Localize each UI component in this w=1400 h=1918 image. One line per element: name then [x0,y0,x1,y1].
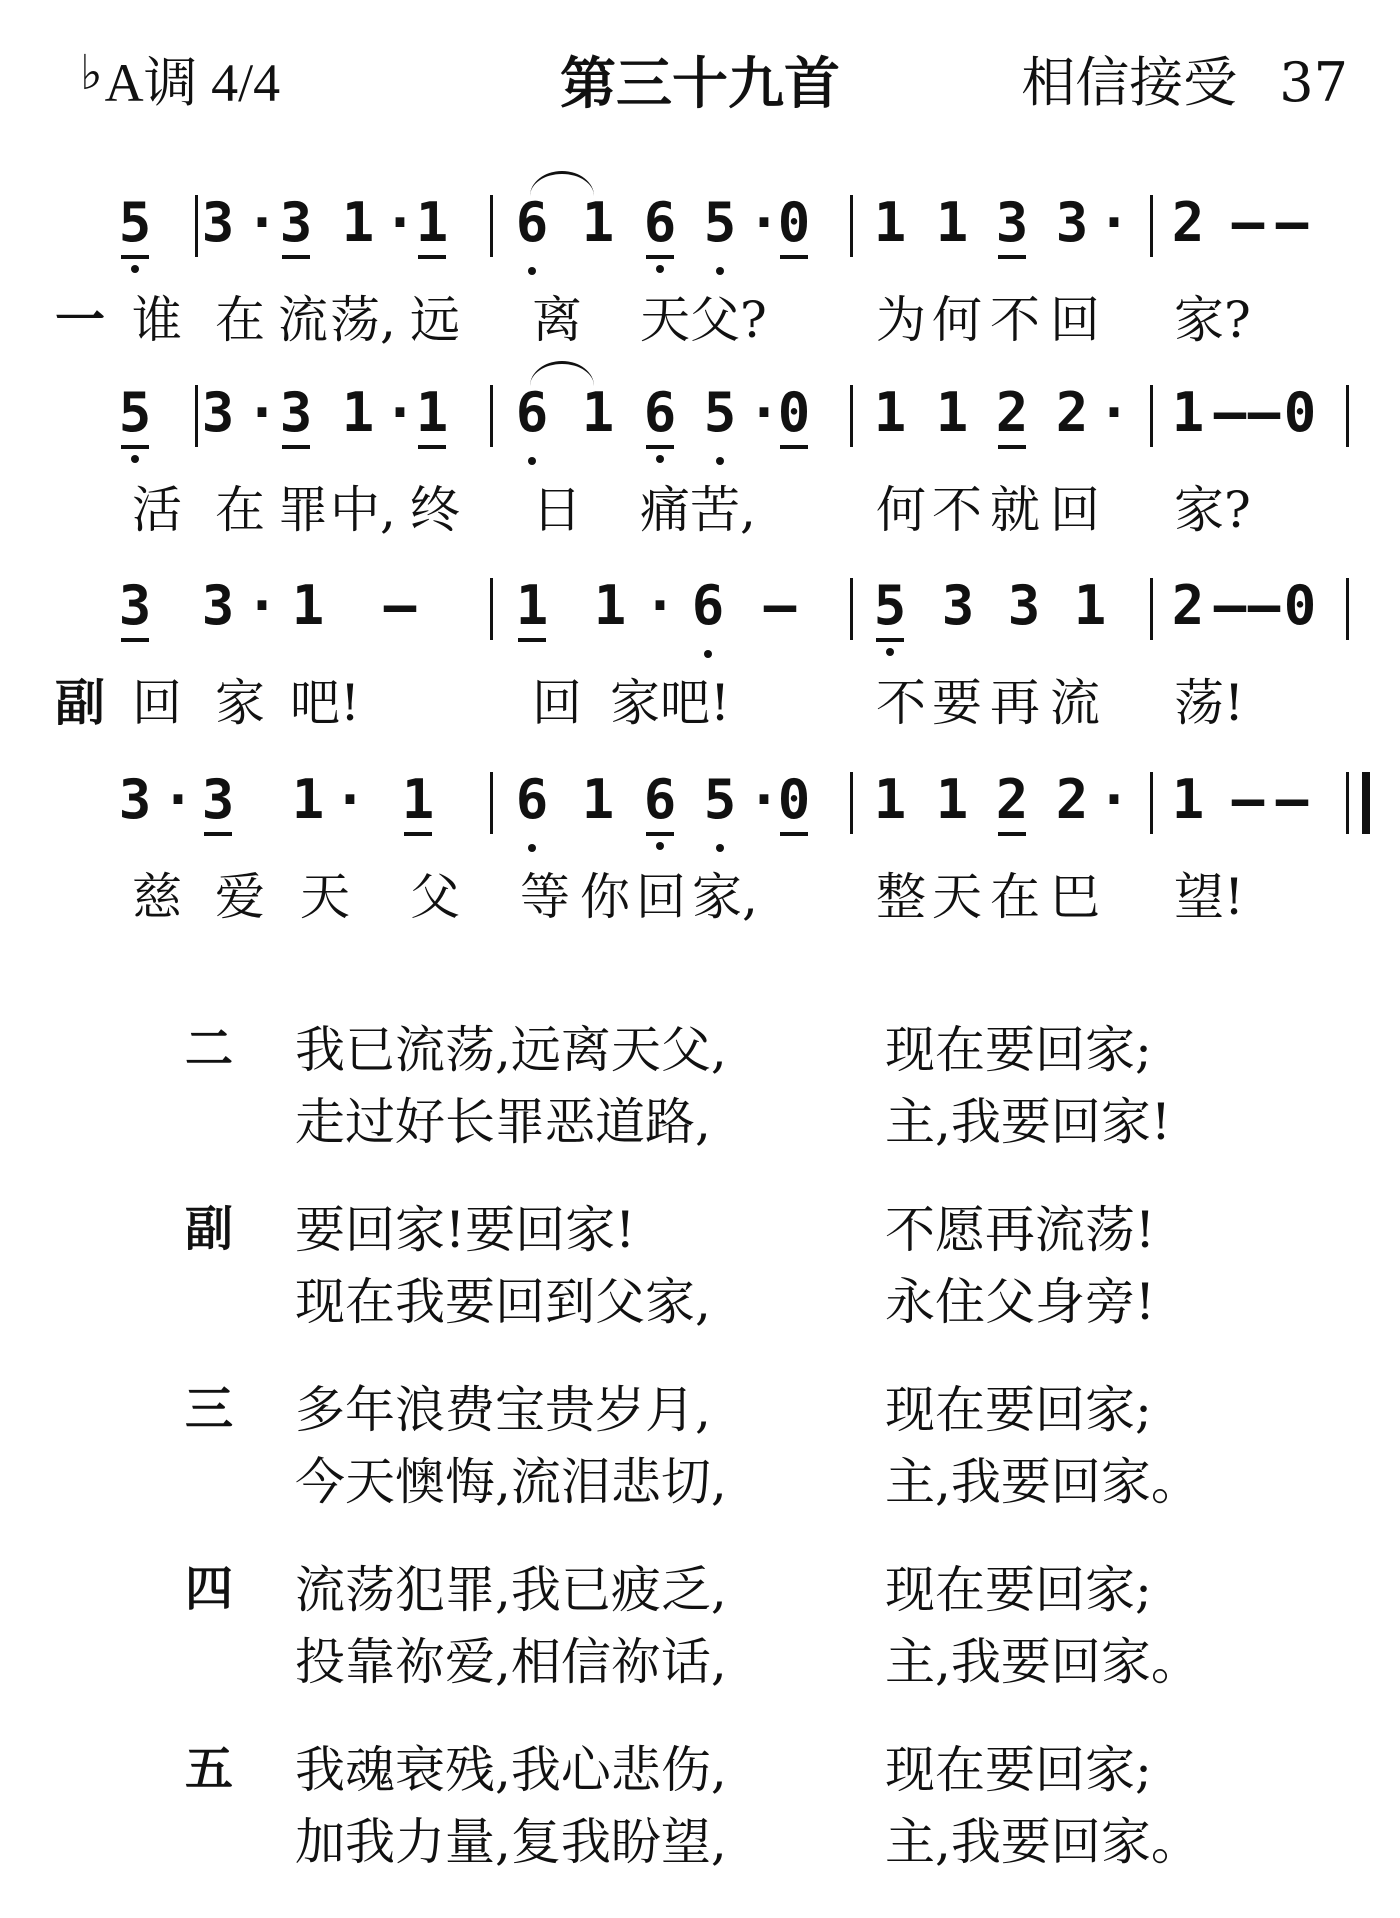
note [870,375,910,465]
note [1070,568,1110,658]
lyric-syllable: 天 [640,291,690,349]
note [115,375,155,465]
note [1168,762,1208,852]
note-digit: 5 [118,191,152,254]
note-digit: 6 [643,191,677,254]
underline-beam [121,638,149,642]
lyric-syllable: 荡! [1174,674,1245,732]
low-octave-dot [704,650,712,658]
note [932,185,972,275]
bar-line [490,578,493,640]
lyric-syllable: 远 [410,291,460,349]
verse-line: 主,我要回家。 [885,1453,1201,1511]
note [688,568,728,658]
low-octave-dot [716,844,724,852]
underline-beam [418,255,446,259]
verse-line: 投靠祢爱,相信祢话, [295,1633,727,1691]
note [1168,375,1208,465]
note [700,185,740,275]
note-digit: 0 [777,768,811,831]
underline-beam [646,445,674,449]
bar-line [850,578,853,640]
note-digit: · [1097,381,1131,444]
note-digit: – [1231,191,1265,254]
note-digit: · [245,381,279,444]
note-digit: – [383,574,417,637]
note-digit: 2 [995,381,1029,444]
note [1052,185,1092,275]
note [760,568,800,658]
note [1094,762,1134,852]
note [870,762,910,852]
underline-beam [646,832,674,836]
note-digit: 1 [415,191,449,254]
note [870,568,910,658]
note-digit: 6 [515,191,549,254]
verse-line: 现在我要回到父家, [295,1273,711,1331]
note [512,762,552,852]
underline-beam [121,445,149,449]
flat-sign: ♭ [80,47,103,100]
low-octave-dot [528,457,536,465]
note-digit: 2 [1055,768,1089,831]
note [1272,185,1312,275]
note-digit: 1 [291,768,325,831]
underline-beam [998,445,1026,449]
verse-line: 走过好长罪恶道路, [295,1093,711,1151]
note-digit: 1 [935,381,969,444]
bar-line [490,195,493,257]
note-digit: 2 [1055,381,1089,444]
hymn-subtitle-and-page [1021,40,1348,117]
verse-number: 二 [185,1021,234,1077]
note-digit: · [383,381,417,444]
lyric-syllable: 不 [932,481,982,539]
note [578,762,618,852]
lyric-syllable: 父 [410,868,460,926]
note-digit: · [333,768,367,831]
note-digit: · [747,381,781,444]
bar-line [195,195,198,257]
verse-block [0,1010,1400,1160]
note [512,568,552,658]
note-digit: – [1275,191,1309,254]
lyric-syllable: 流 [278,291,328,349]
hymn-subtitle: 相信接受 [1021,51,1238,114]
note [512,375,552,465]
lyric-syllable: 谁 [132,291,182,349]
slur [530,171,594,196]
low-octave-dot [656,455,664,463]
note [1280,568,1320,658]
note [590,568,630,658]
note-digit: 1 [341,381,375,444]
lyric-syllable: 天 [932,868,982,926]
note [774,375,814,465]
note [198,568,238,658]
lyric-syllable: 回 [532,674,582,732]
lyric-syllable: 家 [610,674,660,732]
verse-number: 三 [185,1381,234,1437]
note [198,762,238,852]
note-digit: 0 [1283,381,1317,444]
note-digit: – [763,574,797,637]
note-digit: 1 [581,191,615,254]
note [774,185,814,275]
page-number: 37 [1279,51,1348,114]
note-digit: 3 [1055,191,1089,254]
verse-line: 加我力量,复我盼望, [295,1813,727,1871]
note [1244,568,1284,658]
note [1052,762,1092,852]
low-octave-dot [716,267,724,275]
bar-line [850,772,853,834]
note [1052,375,1092,465]
note-digit: 0 [1283,574,1317,637]
lyric-syllable: 望! [1174,868,1245,926]
verse-number: 副 [185,1201,234,1257]
verse-line: 现在要回家; [885,1741,1152,1799]
note-digit: 1 [935,191,969,254]
lyric-syllable: 家, [692,868,758,926]
note [700,762,740,852]
note-digit: 1 [873,381,907,444]
lyric-syllable: 吧! [290,674,361,732]
verse-block [0,1190,1400,1340]
underline-beam [282,445,310,449]
lyric-syllable: 回 [1050,291,1100,349]
note-digit: · [747,191,781,254]
bar-line [490,385,493,447]
lyric-syllable: 为 [876,291,926,349]
lyric-syllable: 天 [300,868,350,926]
note-digit: · [1097,768,1131,831]
note-digit: 5 [703,381,737,444]
lyric-syllable: 离 [532,291,582,349]
note-digit: 1 [935,768,969,831]
underline-beam [518,638,546,642]
bar-line [1150,578,1153,640]
note [380,568,420,658]
verse-line: 现在要回家; [885,1561,1152,1619]
note [158,762,198,852]
note-digit: – [1247,574,1281,637]
underline-beam [204,832,232,836]
verse-number: 四 [185,1561,234,1617]
low-octave-dot [886,648,894,656]
lyric-syllable: 家? [1174,291,1251,349]
note [338,185,378,275]
verse-line: 多年浪费宝贵岁月, [295,1381,711,1439]
note [242,568,282,658]
lyric-syllable: 荡, [330,291,396,349]
note [1168,185,1208,275]
note [338,375,378,465]
note [578,375,618,465]
system-label: 一 [55,291,105,349]
lyric-syllable: 就 [990,481,1040,539]
slur [530,361,594,386]
bar-line [1150,772,1153,834]
note-digit: · [383,191,417,254]
note [932,375,972,465]
note [288,762,328,852]
note [992,375,1032,465]
lyric-syllable: 不 [876,674,926,732]
underline-beam [418,445,446,449]
note [992,185,1032,275]
note-digit: 0 [777,191,811,254]
note [640,185,680,275]
note [640,568,680,658]
note-digit: 2 [995,768,1029,831]
note-digit: 5 [703,768,737,831]
lyric-syllable: 何 [932,291,982,349]
lyric-syllable: 在 [215,481,265,539]
underline-beam [998,255,1026,259]
lyric-syllable: 活 [132,481,182,539]
note [276,185,316,275]
bar-line [195,385,198,447]
verse-line: 要回家!要回家! [295,1201,636,1259]
note [1228,762,1268,852]
bar-line [1150,385,1153,447]
note-digit: 1 [1171,381,1205,444]
lyric-syllable: 要 [932,674,982,732]
lyric-syllable: 家? [1174,481,1251,539]
note [1094,185,1134,275]
note-digit: 5 [118,381,152,444]
lyric-syllable: 等 [520,868,570,926]
note [115,185,155,275]
note-digit: 1 [873,768,907,831]
lyric-syllable: 爱 [215,868,265,926]
bar-line [1346,772,1349,834]
verse-line: 今天懊悔,流泪悲切, [295,1453,727,1511]
lyric-syllable: 痛 [640,481,690,539]
verse-block [0,1550,1400,1700]
note [412,375,452,465]
note-digit: 2 [1171,574,1205,637]
bar-line [1346,385,1349,447]
note [1168,568,1208,658]
note [115,568,155,658]
underline-beam [646,255,674,259]
note [700,375,740,465]
verse-line: 流荡犯罪,我已疲乏, [295,1561,727,1619]
lyric-syllable: 你 [580,868,630,926]
note-digit: · [161,768,195,831]
lyric-syllable: 回 [636,868,686,926]
bar-line [490,772,493,834]
low-octave-dot [131,265,139,273]
note-digit: 1 [581,381,615,444]
lyric-syllable: 再 [990,674,1040,732]
lyric-syllable: 中, [330,481,396,539]
note [640,762,680,852]
lyric-syllable: 家 [215,674,265,732]
note-digit: – [1231,768,1265,831]
underline-beam [121,255,149,259]
verse-line: 我已流荡,远离天父, [295,1021,727,1079]
note-digit: 1 [873,191,907,254]
verse-line: 现在要回家; [885,1381,1152,1439]
verse-line: 我魂衰残,我心悲伤, [295,1741,727,1799]
note-digit: 2 [1171,191,1205,254]
note [640,375,680,465]
underline-beam [780,445,808,449]
lyric-syllable: 巴 [1050,868,1100,926]
note-digit: 1 [515,574,549,637]
low-octave-dot [656,842,664,850]
underline-beam [998,832,1026,836]
note [1280,375,1320,465]
hymn-title: 第三十九首 [560,52,840,117]
note-digit: 3 [118,768,152,831]
note-digit: 3 [941,574,975,637]
verse-line: 不愿再流荡! [885,1201,1156,1259]
verse-block [0,1370,1400,1520]
lyric-syllable: 整 [876,868,926,926]
low-octave-dot [656,265,664,273]
lyric-syllable: 回 [132,674,182,732]
note-digit: · [643,574,677,637]
note-digit: 3 [118,574,152,637]
verse-line: 现在要回家; [885,1021,1152,1079]
underline-beam [780,255,808,259]
note-digit: 6 [643,768,677,831]
note-digit: 1 [341,191,375,254]
underline-beam [876,638,904,642]
note-digit: 6 [515,768,549,831]
lyric-syllable: 吧! [660,674,731,732]
note-digit: 3 [201,381,235,444]
note-digit: 0 [777,381,811,444]
note-digit: 1 [401,768,435,831]
note [398,762,438,852]
note [115,762,155,852]
verse-line: 主,我要回家。 [885,1633,1201,1691]
system-label: 副 [55,674,105,732]
note-digit: 5 [703,191,737,254]
note-digit: 1 [1171,768,1205,831]
lyric-syllable: 父? [690,291,767,349]
note [1094,375,1134,465]
final-bar-line [1362,772,1370,834]
note-digit: 1 [581,768,615,831]
note-digit: 3 [1007,574,1041,637]
note-digit: – [1247,381,1281,444]
lyric-syllable: 在 [215,291,265,349]
note [1228,185,1268,275]
note [774,762,814,852]
note-digit: – [1213,381,1247,444]
low-octave-dot [131,455,139,463]
note-digit: 1 [291,574,325,637]
note [198,185,238,275]
note-digit: 6 [515,381,549,444]
note-digit: 3 [201,574,235,637]
key-text: A调 4/4 [104,53,281,113]
note-digit: 6 [691,574,725,637]
verse-line: 永住父身旁! [885,1273,1156,1331]
note [512,185,552,275]
lyric-syllable: 何 [876,481,926,539]
underline-beam [282,255,310,259]
verse-line: 主,我要回家。 [885,1813,1201,1871]
note-digit: 5 [873,574,907,637]
note-digit: 3 [201,768,235,831]
note-digit: – [1275,768,1309,831]
low-octave-dot [528,267,536,275]
note-digit: 1 [1073,574,1107,637]
note [992,762,1032,852]
note [938,568,978,658]
note [870,185,910,275]
note [288,568,328,658]
note-digit: 3 [201,191,235,254]
note-digit: · [245,574,279,637]
low-octave-dot [528,844,536,852]
lyric-syllable: 流 [1050,674,1100,732]
lyric-syllable: 不 [990,291,1040,349]
bar-line [850,385,853,447]
note-digit: 1 [593,574,627,637]
verse-block [0,1730,1400,1880]
bar-line [1150,195,1153,257]
note-digit: · [747,768,781,831]
note [198,375,238,465]
note-digit: – [1213,574,1247,637]
lyric-syllable: 回 [1050,481,1100,539]
low-octave-dot [716,457,724,465]
lyric-syllable: 慈 [132,868,182,926]
lyric-syllable: 苦, [690,481,756,539]
underline-beam [404,832,432,836]
note [276,375,316,465]
note [330,762,370,852]
note [578,185,618,275]
lyric-syllable: 日 [532,481,582,539]
note-digit: · [245,191,279,254]
lyric-syllable: 罪 [278,481,328,539]
note-digit: 6 [643,381,677,444]
note [1244,375,1284,465]
note [1272,762,1312,852]
bar-line [1346,578,1349,640]
note-digit: 3 [279,381,313,444]
note-digit: 3 [279,191,313,254]
underline-beam [780,832,808,836]
note-digit: 1 [415,381,449,444]
note [412,185,452,275]
verse-number: 五 [185,1741,234,1797]
bar-line [850,195,853,257]
lyric-syllable: 终 [410,481,460,539]
lyric-syllable: 在 [990,868,1040,926]
verse-line: 主,我要回家! [885,1093,1171,1151]
note [932,762,972,852]
note-digit: · [1097,191,1131,254]
note-digit: 3 [995,191,1029,254]
note [1004,568,1044,658]
